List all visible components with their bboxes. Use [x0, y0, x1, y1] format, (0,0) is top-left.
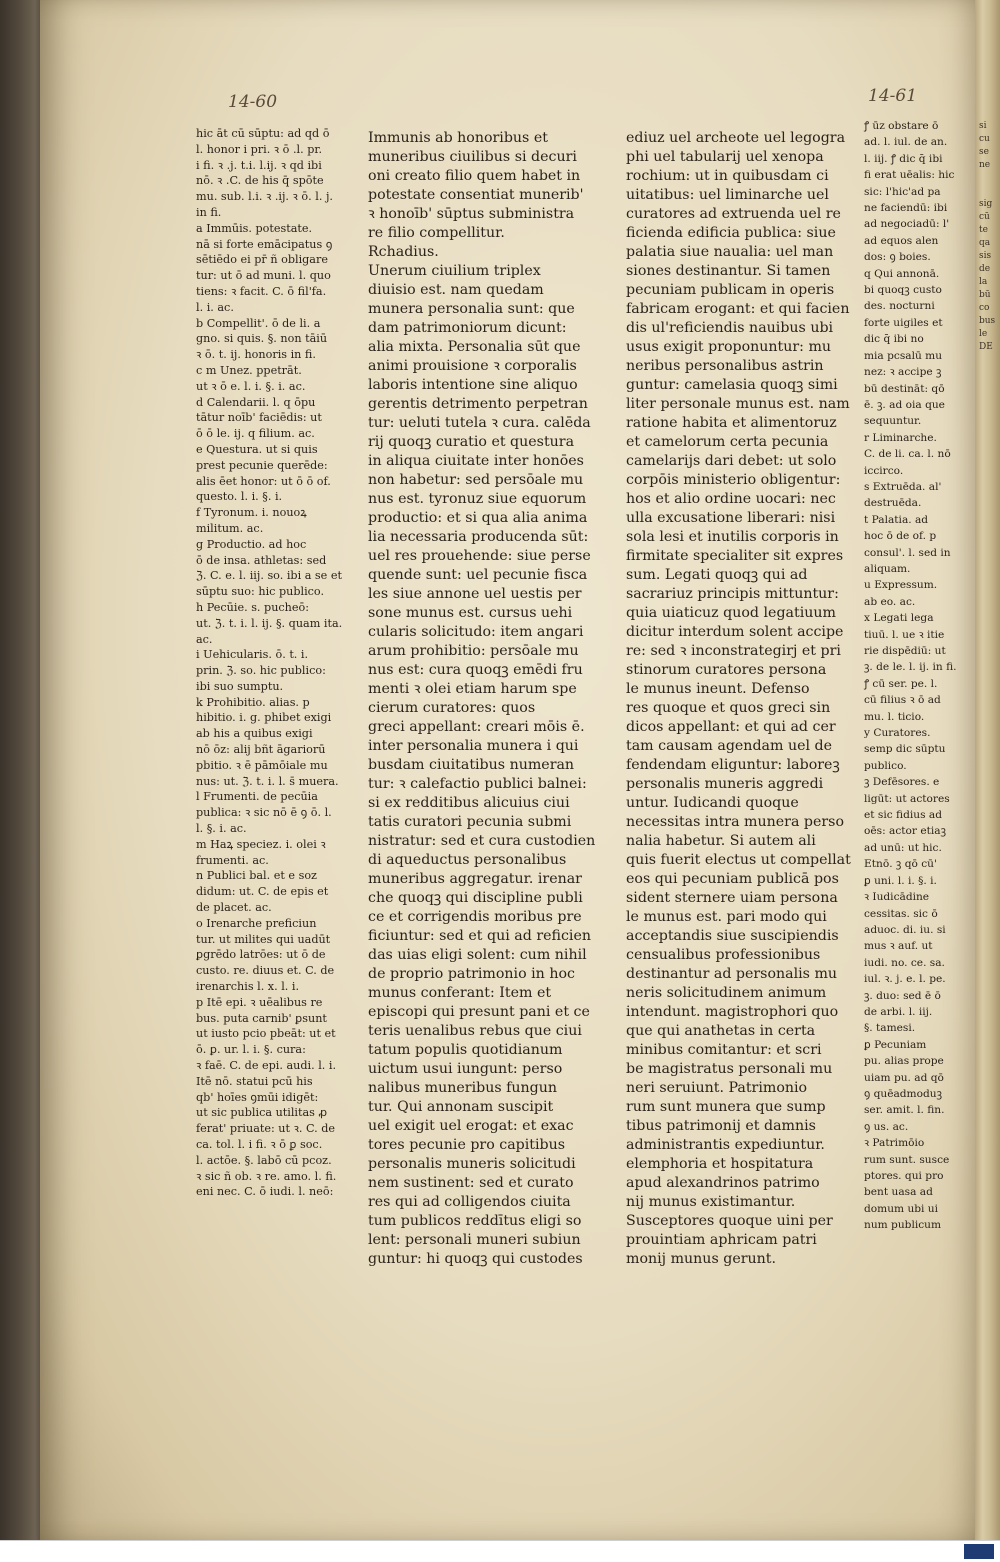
gloss-left-line: Itē nō. statui pcū his	[196, 1074, 313, 1088]
gloss-right-line: dos: ꝯ boies.	[864, 251, 931, 264]
gloss-right-line: ad negociadū: l'	[864, 218, 950, 231]
gloss-left-line: nus: ut. ℨ. t. i. l. s̄ muera.	[196, 774, 339, 788]
gloss-left-line: pbitio. ꝛ ē pāmōiale mu	[196, 758, 328, 772]
text-col-b-line: re: sed ꝛ inconstrategirj et pri	[626, 643, 841, 659]
gloss-right-line: Etnō. ꝫ qō cū'	[864, 858, 937, 871]
text-col-b-line: acceptandis siue suscipiendis	[626, 928, 839, 944]
text-col-b-line: elemphoria et hospitatura	[626, 1156, 814, 1172]
text-col-a-line: episcopi qui presunt pani et ce	[368, 1004, 590, 1020]
gloss-right-line: x Legati lega	[864, 612, 934, 625]
text-col-b-line: untur. Iudicandi quoque	[626, 795, 799, 811]
text-col-b-line: stinorum curatores persona	[626, 662, 827, 678]
gloss-right-line: forte uigiles et	[864, 316, 943, 329]
gloss-right-line: §. tamesi.	[864, 1022, 916, 1035]
text-col-b-line: minibus comitantur: et scri	[626, 1042, 822, 1058]
text-col-a-line: greci appellant: creari mōis ē.	[368, 719, 585, 735]
text-col-a-line: animi prouisione ꝛ corporalis	[368, 358, 577, 374]
gloss-right-line: u Expressum.	[864, 579, 938, 592]
gloss-left-line: n Publici bal. et e soz	[196, 869, 317, 883]
gloss-left-line: ab his a quibus exigi	[196, 727, 313, 741]
facing-page-edge	[975, 0, 1000, 1540]
gloss-right-line: ꝑ Pecuniam	[864, 1038, 927, 1051]
text-col-a-line: re filio compellitur.	[368, 225, 505, 241]
text-col-b-line: rum sunt munera que sump	[626, 1099, 826, 1115]
text-col-a-line: menti ꝛ olei etiam harum spe	[368, 681, 577, 697]
gloss-right-line: aduoc. di. iu. si	[864, 923, 946, 936]
gloss-left-line: ꝛ sic ñ ob. ꝛ re. amo. l. fi.	[196, 1169, 337, 1183]
gloss-left-line: ō. ꝑ. ur. l. i. §. cura:	[196, 1043, 306, 1057]
gloss-left-line: m Haꝝ speciez. i. olei ꝛ	[196, 837, 326, 851]
gloss-right-line: ꝛ Iudicādine	[864, 891, 930, 904]
text-col-a-line: guntur: hi quoqꝫ qui custodes	[368, 1251, 583, 1267]
text-col-b-line: eos qui pecuniam publicā pos	[626, 871, 839, 887]
gloss-right-line: ꝭ ūz obstare ō	[864, 120, 939, 132]
gloss-left-line: d Calendarii. l. q ōpu	[196, 395, 316, 409]
gloss-left-line: b Compellit'. ō de li. a	[196, 316, 321, 330]
text-col-a-line: nus est. tyronuz siue equorum	[368, 491, 587, 507]
gloss-left-line: h Pecūie. s. pucheō:	[196, 600, 310, 614]
text-col-a-line: ꝛ honoīb' sūptus subministra	[368, 206, 575, 222]
gloss-right-line: ꝭ cū ser. pe. l.	[864, 677, 938, 690]
text-col-b-line: personalis muneris aggredi	[626, 776, 824, 792]
text-col-b-line: administrantis expediuntur.	[626, 1137, 825, 1153]
text-col-b-line: hos et alio ordine uocari: nec	[626, 491, 836, 507]
dfg-logo	[964, 1544, 994, 1559]
text-col-b-line: le munus ineunt. Defenso	[626, 681, 810, 697]
gloss-left-line: l. §. i. ac.	[196, 822, 247, 836]
gloss-right-line: mus ꝛ auf. ut	[864, 940, 933, 953]
text-col-a-line: che quoqꝫ qui discipline publi	[368, 890, 583, 906]
text-col-a-line: sone munus est. cursus uehi	[368, 605, 573, 621]
text-col-a-line: uictum usui iungunt: perso	[368, 1061, 563, 1077]
text-col-a-line: rij quoqꝫ curatio et questura	[368, 434, 575, 450]
gloss-right-line: ꝛ Patrimōio	[864, 1137, 925, 1150]
gloss-right-line: iul. ꝛ. j. e. l. pe.	[864, 973, 946, 986]
gloss-left-line: hic āt cū sūptu: ad qd ō	[196, 127, 330, 140]
gloss-left-line: tur. ut milites qui uadūt	[196, 932, 331, 946]
gloss-left-line: g Productio. ad hoc	[196, 537, 307, 551]
gloss-left-line: p Itē epi. ꝛ uēalibus re	[196, 995, 323, 1009]
text-col-a-line: non habetur: sed persōale mu	[368, 472, 584, 488]
text-col-b-line: fabricam erogant: et qui facien	[626, 301, 850, 317]
gloss-right-line: ꝫ. de le. l. ij. in fi.	[864, 661, 957, 674]
text-col-b-line: ulla excusatione liberari: nisi	[626, 510, 836, 526]
gloss-column-left	[196, 126, 376, 1200]
gloss-left-line: tātur noīb' faciēdis: ut	[196, 411, 322, 425]
gloss-right-line: destruēda.	[864, 497, 922, 510]
gloss-right-line: consul'. l. sed in	[864, 546, 951, 559]
gloss-right-line: s Extruēda. al'	[864, 480, 942, 493]
gloss-left-line: sūptu suo: hic publico.	[196, 585, 325, 599]
gloss-left-line: publica: ꝛ sic nō ē ꝯ ō. l.	[196, 806, 332, 820]
gloss-left-line: de placet. ac.	[196, 901, 272, 915]
gloss-right-line: l. iij. ꝭ dic q̄ ibi	[864, 152, 943, 165]
text-col-b-line: pecuniam publicam in operis	[626, 282, 835, 298]
gloss-right-line: uiam pu. ad qō	[864, 1071, 944, 1084]
text-col-a-line: das uias eligi solent: cum nihil	[368, 947, 587, 963]
text-col-a-line: productio: et si qua alia anima	[368, 510, 588, 526]
gloss-right-line: num publicum	[864, 1219, 942, 1232]
text-col-a-line: uel exigit uel erogat: et exac	[368, 1118, 574, 1134]
gloss-right-line: cessitas. sic ō	[864, 907, 938, 920]
text-col-b-line: ficienda edificia publica: siue	[626, 225, 836, 241]
text-col-a-line: Rchadius.	[368, 244, 439, 260]
main-text-column-2	[626, 129, 861, 1269]
gloss-left-line: ō de insa. athletas: sed	[196, 553, 327, 567]
gloss-right-line: ꝫ. duo: sed ē ō	[864, 989, 941, 1002]
text-col-b-line: Susceptores quoque uini per	[626, 1213, 833, 1229]
gloss-right-line: ligūt: ut actores	[864, 792, 950, 805]
gloss-right-line: rum sunt. susce	[864, 1153, 950, 1166]
text-col-b-line: ratione habita et alimentoruz	[626, 415, 837, 431]
gloss-left-line: ut. ℨ. t. i. l. ij. §. quam ita.	[196, 616, 343, 630]
text-col-b-line: censualibus professionibus	[626, 947, 821, 963]
text-col-b-line: apud alexandrinos patrimo	[626, 1175, 820, 1191]
text-col-a-line: lia necessaria producenda sūt:	[368, 529, 589, 545]
gloss-left-line: ca. tol. l. i fi. ꝛ ō ꝑ soc.	[196, 1138, 323, 1151]
text-col-b-line: be magistratus personali mu	[626, 1061, 833, 1077]
text-col-a-line: muneribus aggregatur. irenar	[368, 871, 582, 887]
gloss-left-line: irenarchis l. x. l. i.	[196, 980, 300, 994]
gloss-right-line: de arbi. l. iij.	[864, 1005, 933, 1018]
text-col-a-line: res qui ad colligendos ciuita	[368, 1194, 571, 1210]
facing-page-fragments: si cu se ne sig cū te qa sis de la bū co bus le DE	[979, 121, 996, 352]
gloss-right-line: domum ubi ui	[864, 1202, 939, 1215]
gloss-right-line: sequuntur.	[864, 415, 922, 428]
text-col-a-line: tores pecunie pro capitibus	[368, 1137, 566, 1153]
text-col-a-line: munus conferant: Item et	[368, 985, 552, 1001]
gloss-left-line: tur: ut ō ad muni. l. quo	[196, 269, 331, 283]
text-col-a-line: muneribus ciuilibus si decuri	[368, 149, 577, 165]
gloss-left-line: l. actōe. §. labō cū pcoz.	[196, 1153, 332, 1167]
gloss-left-line: k Prohibitio. alias. p	[196, 695, 310, 709]
text-col-a-line: cierum curatores: quos	[368, 700, 536, 716]
text-col-a-line: Unerum ciuilium triplex	[368, 263, 541, 279]
gloss-right-line: dic q̄ ibi no	[864, 333, 924, 346]
gloss-left-line: a Immūis. potestate.	[196, 221, 313, 235]
gloss-right-line: sic: l'hic'ad pa	[864, 185, 941, 198]
gloss-right-line: rie dispēdiū: ut	[864, 645, 946, 657]
folio-number-right: 14-61	[868, 86, 918, 106]
gloss-left-line: qb' hoīes ꝯmūi idigēt:	[196, 1090, 319, 1104]
gloss-left-line: mu. sub. l.i. ꝛ .ij. ꝛ ō. l. j.	[196, 190, 333, 204]
gloss-left-line: alis ēet honor: ut ō ō of.	[196, 474, 331, 488]
text-col-b-line: guntur: camelasia quoqꝫ simi	[626, 377, 838, 393]
gloss-right-line: t Palatia. ad	[864, 513, 929, 526]
digitization-footer	[0, 1540, 1000, 1562]
text-col-b-line: intendunt. magistrophori quo	[626, 1004, 839, 1020]
gloss-left-line: ut ꝛ ō e. l. i. §. i. ac.	[196, 379, 306, 393]
gloss-left-line: ferat' priuate: ut ꝛ. C. de	[196, 1122, 336, 1136]
gloss-right-line: fi erat uēalis: hic	[864, 169, 955, 182]
text-col-a-line: si ex redditibus alicuius ciui	[368, 795, 570, 811]
gloss-right-line: ser. amit. l. fin.	[864, 1104, 945, 1117]
text-col-b-line: neri seruiunt. Patrimonio	[626, 1080, 808, 1096]
text-col-b-line: nalia habetur. Si autem ali	[626, 833, 816, 849]
main-text-column-1	[368, 129, 608, 1269]
gloss-right-line: ꝑ uni. l. i. §. i.	[864, 874, 937, 887]
gloss-left-line: in fi.	[196, 205, 222, 219]
text-col-b-line: necessitas intra munera perso	[626, 814, 845, 830]
text-col-a-line: tur: ueluti tutela ꝛ cura. calēda	[368, 415, 591, 431]
gloss-right-line: ē. ꝫ. ad oia que	[864, 398, 945, 411]
text-col-b-line: dicos appellant: et qui ad cer	[626, 719, 836, 735]
text-col-a-line: tur: ꝛ calefactio publici balnei:	[368, 776, 587, 792]
gloss-left-line: i fi. ꝛ .j. t.i. l.ij. ꝛ qd ibi	[196, 158, 322, 172]
gloss-left-line: i Uehicularis. ō. t. i.	[196, 648, 309, 662]
text-col-a-line: quende sunt: uel pecunie fisca	[368, 567, 588, 583]
gloss-right-line: semp dic sūptu	[864, 743, 946, 756]
text-col-a-line: munera personalia sunt: que	[368, 301, 575, 317]
text-col-a-line: uel res prouehende: siue perse	[368, 548, 591, 564]
gloss-right-line: pu. alias prope	[864, 1055, 944, 1068]
gloss-left-line: militum. ac.	[196, 521, 264, 535]
text-col-b-line: rochium: ut in quibusdam ci	[626, 168, 829, 184]
text-col-b-line: uitatibus: uel liminarche uel	[626, 187, 829, 203]
gloss-left-line: ibi suo sumptu.	[196, 679, 284, 693]
text-col-a-line: tur. Qui annonam suscipit	[368, 1099, 554, 1115]
gloss-right-line: ad equos alen	[864, 234, 939, 247]
text-col-a-line: tatis curatori pecunia submi	[368, 814, 572, 830]
gloss-right-line: ꝫ Defēsores. e	[864, 776, 940, 789]
text-col-a-line: ficiuntur: sed et qui ad reficien	[368, 928, 591, 944]
gloss-right-line: ab eo. ac.	[864, 595, 916, 608]
gloss-left-line: c m Unez. ppetrāt.	[196, 363, 302, 377]
text-col-a-line: di aqueductus personalibus	[368, 852, 567, 868]
text-col-b-line: dis ul'reficiendis nauibus ubi	[626, 320, 834, 336]
text-col-a-line: laboris intentione sine aliquo	[368, 377, 578, 393]
gloss-right-line: et sic fidius ad	[864, 809, 942, 822]
folio-number-left: 14-60	[228, 92, 278, 112]
gloss-right-line: bent uasa ad	[864, 1186, 933, 1199]
gloss-left-line: ℨ. C. e. l. iij. so. ibi a se et	[196, 569, 342, 583]
gloss-right-line: mu. l. ticio.	[864, 710, 925, 723]
gloss-right-line: q Qui annonā.	[864, 267, 940, 280]
gloss-right-line: ad. l. iul. de an.	[864, 136, 948, 149]
gloss-right-line: mia pcsalū mu	[864, 349, 943, 362]
text-col-a-line: ce et corrigendis moribus pre	[368, 909, 582, 925]
text-col-a-line: dam patrimoniorum dicunt:	[368, 320, 567, 336]
gloss-left-line: ꝑgrēdo latrōes: ut ō de	[196, 948, 326, 962]
gloss-left-line: l. honor i pri. ꝛ ō .l. pr.	[196, 142, 323, 156]
text-col-b-line: liter personale munus est. nam	[626, 396, 850, 412]
text-col-b-line: usus exigit proponuntur: mu	[626, 339, 832, 355]
gloss-left-line: f Tyronum. i. nouoꝝ	[196, 506, 307, 520]
text-col-a-line: nem sustinent: sed et curato	[368, 1175, 574, 1191]
gloss-right-line: y Curatores.	[864, 727, 931, 740]
text-col-b-line: monij munus gerunt.	[626, 1251, 776, 1267]
gloss-right-line: nez: ꝛ accipe ꝫ	[864, 366, 942, 379]
gloss-right-line: iccirco.	[864, 464, 904, 477]
text-col-b-line: le munus est. pari modo qui	[626, 909, 827, 925]
text-col-b-line: curatores ad extruenda uel re	[626, 206, 841, 222]
text-col-b-line: ediuz uel archeote uel legogra	[626, 130, 846, 146]
gloss-left-line: bus. puta carnib' ꝑsunt	[196, 1011, 327, 1025]
gloss-left-line: o Irenarche preficiun	[196, 916, 317, 930]
text-col-a-line: arum prohibitio: persōale mu	[368, 643, 579, 659]
gloss-column-right	[864, 118, 974, 1234]
text-col-a-line: oni creato filio quem habet in	[368, 168, 581, 184]
text-col-a-line: in aliqua ciuitate inter honōes	[368, 453, 584, 469]
text-col-a-line: lent: personali muneri subiun	[368, 1232, 581, 1248]
gloss-left-line: prin. ℨ. so. hic publico:	[196, 664, 326, 678]
text-col-a-line: teris uenalibus rebus que ciui	[368, 1023, 582, 1039]
text-col-a-line: nistratur: sed et cura custodien	[368, 833, 596, 849]
gloss-right-line: tiuū. l. ue ꝛ itie	[864, 628, 945, 641]
text-col-a-line: diuisio est. nam quedam	[368, 282, 544, 298]
text-col-b-line: firmitate specialiter sit expres	[626, 548, 844, 564]
gloss-right-line: ad unū: ut hic.	[864, 841, 942, 854]
text-col-a-line: tatum populis quotidianum	[368, 1042, 563, 1058]
gloss-left-line: nō. ꝛ .C. de his q̄ spōte	[196, 174, 324, 188]
text-col-b-line: res quoque et quos greci sin	[626, 700, 831, 716]
text-col-b-line: sident sternere uiam persona	[626, 890, 838, 906]
text-col-a-line: de proprio patrimonio in hoc	[368, 966, 575, 982]
gloss-left-line: nō ōz: alij bñt āgariorū	[196, 743, 326, 757]
text-col-b-line: sacrariuz principis mittuntur:	[626, 586, 839, 602]
text-col-b-line: tam causam agendam uel de	[626, 738, 833, 754]
gloss-right-line: ꝯ quēadmoduꝫ	[864, 1087, 942, 1100]
text-col-a-line: potestate consentiat munerib'	[368, 187, 584, 203]
text-col-b-line: quis fuerit electus ut compellat	[626, 852, 851, 868]
gloss-left-line: l. i. ac.	[196, 300, 234, 314]
gloss-left-line: tiens: ꝛ facit. C. ō fil'fa.	[196, 284, 327, 298]
text-col-a-line: tum publicos reddītus eligi so	[368, 1213, 582, 1229]
gloss-right-line: ne faciendū: ibi	[864, 202, 948, 215]
gloss-left-line: frumenti. ac.	[196, 853, 269, 867]
text-col-a-line: alia mixta. Personalia sūt que	[368, 339, 581, 355]
gloss-right-line: cū filius ꝛ ō ad	[864, 694, 941, 707]
gloss-left-line: eni nec. C. ō iudi. l. neō:	[196, 1185, 334, 1199]
text-col-b-line: phi uel tabularij uel xenopa	[626, 149, 824, 165]
gloss-right-line: ptores. qui pro	[864, 1170, 944, 1182]
gloss-left-line: didum: ut. C. de epis et	[196, 885, 329, 899]
text-col-a-line: personalis muneris solicitudi	[368, 1156, 576, 1172]
text-col-b-line: et camelorum certa pecunia	[626, 434, 829, 450]
text-col-a-line: cularis solicitudo: item angari	[368, 624, 584, 640]
text-col-b-line: que qui anathetas in certa	[626, 1023, 816, 1039]
text-col-a-line: nalibus muneribus fungun	[368, 1080, 558, 1096]
gloss-left-line: hibitio. i. g. phibet exigi	[196, 711, 332, 725]
gloss-left-line: e Questura. ut si quis	[196, 442, 318, 456]
text-col-b-line: quia uiaticuz quod legatiuum	[626, 605, 836, 621]
gloss-right-line: bū destināt: qō	[864, 382, 945, 395]
gloss-right-line: C. de li. ca. l. nō	[864, 448, 951, 461]
text-col-b-line: sola lesi et inutilis corporis in	[626, 529, 839, 545]
gloss-left-line: ꝛ ō. t. ij. honoris in fi.	[196, 348, 316, 362]
gloss-right-line: hoc ō de of. p	[864, 530, 937, 543]
gloss-left-line: ut sic publica utilitas ꝓ	[196, 1106, 328, 1120]
text-col-b-line: palatia siue naualia: uel man	[626, 244, 834, 260]
gloss-left-line: custo. re. diuus et. C. de	[196, 964, 335, 978]
gloss-right-line: iudi. no. ce. sa.	[864, 956, 945, 969]
gloss-left-line: ꝛ faē. C. de epi. audi. l. i.	[196, 1059, 337, 1073]
text-col-b-line: fendendam eliguntur: laboreꝫ	[626, 757, 840, 773]
text-col-b-line: destinantur ad personalis mu	[626, 966, 838, 982]
gloss-left-line: ut iusto pcio pbeāt: ut et	[196, 1027, 336, 1041]
text-col-a-line: busdam ciuitatibus numeran	[368, 757, 575, 773]
text-col-a-line: Immunis ab honoribus et	[368, 130, 548, 146]
gloss-left-line: prest pecunie querēde:	[196, 458, 328, 472]
text-col-b-line: sum. Legati quoqꝫ qui ad	[626, 567, 808, 583]
gloss-right-line: r Liminarche.	[864, 431, 937, 444]
gloss-right-line: oēs: actor etiaꝫ	[864, 825, 946, 838]
gloss-left-line: questo. l. i. §. i.	[196, 490, 283, 504]
text-col-b-line: dicitur interdum solent accipe	[626, 624, 844, 640]
text-col-b-line: siones destinantur. Si tamen	[626, 263, 831, 279]
text-col-b-line: corpōis ministerio obligentur:	[626, 472, 841, 488]
gloss-right-line: publico.	[864, 759, 907, 772]
gloss-right-line: des. nocturni	[864, 300, 935, 313]
gloss-left-line: ac.	[196, 632, 213, 646]
text-col-a-line: les siue annone uel uestis per	[368, 586, 582, 602]
text-col-b-line: neris solicitudinem animum	[626, 985, 827, 1001]
text-col-b-line: tibus patrimonij et damnis	[626, 1118, 816, 1134]
gloss-left-line: nā si forte emācipatus ꝯ	[196, 237, 333, 251]
gloss-left-line: sētiēdo ei pr̄ ñ obligare	[196, 253, 328, 267]
text-col-b-line: prouintiam aphricam patri	[626, 1232, 817, 1248]
gloss-right-line: aliquam.	[864, 562, 911, 575]
gloss-right-line: ꝯ us. ac.	[864, 1120, 909, 1133]
text-col-b-line: camelarijs dari debet: ut solo	[626, 453, 837, 469]
gloss-right-line: bi quoqꝫ custo	[864, 284, 942, 297]
text-col-a-line: inter personalia munera i qui	[368, 738, 579, 754]
text-col-a-line: gerentis detrimento perpetran	[368, 396, 588, 412]
gloss-left-line: l Frumenti. de pecūia	[196, 790, 318, 804]
gloss-left-line: gno. si quis. §. non tāiū	[196, 332, 328, 346]
gloss-left-line: ō ō le. ij. q filium. ac.	[196, 427, 315, 441]
text-col-b-line: nij munus existimantur.	[626, 1194, 796, 1210]
text-col-a-line: nus est: cura quoqꝫ emēdi fru	[368, 662, 583, 678]
text-col-b-line: neribus personalibus astrin	[626, 358, 824, 374]
